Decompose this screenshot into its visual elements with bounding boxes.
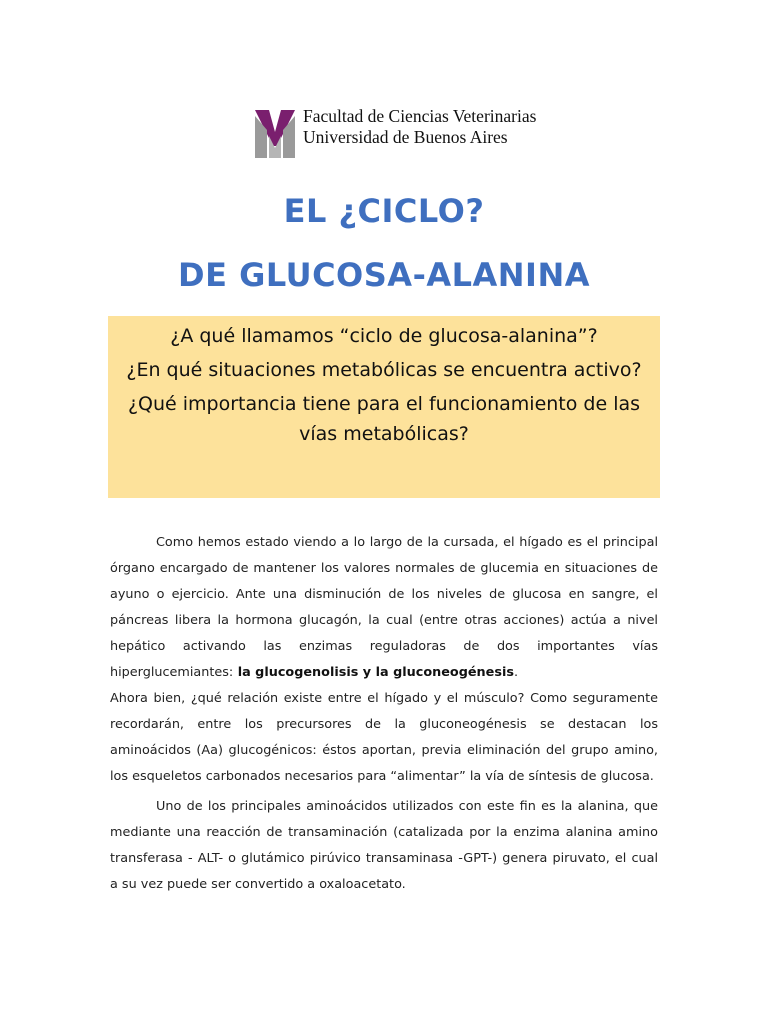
questions-box xyxy=(108,316,660,498)
faculty-logo xyxy=(255,106,295,158)
university-name: Universidad de Buenos Aires xyxy=(303,127,508,147)
document-body xyxy=(110,530,658,898)
paragraph-1 xyxy=(110,530,658,686)
title-line-1: EL ¿CICLO? xyxy=(283,192,485,230)
title-line-2: DE GLUCOSA-ALANINA xyxy=(178,256,590,294)
paragraph-2: Ahora bien, ¿qué relación existe entre el hígado y el músculo? Como seguramente recordarán, entre los precursores de la gluconeogénesis se destacan los aminoácidos (Aa) glucogénicos: éstos aportan, previa eliminación del grupo amino, los esqueletos carbonados necesarios para “alimentar” la vía de síntesis de glucosa. xyxy=(110,691,658,784)
paragraph-1-text: Como hemos estado viendo a lo largo de la cursada, el hígado es el principal órgano encargado de mantener los valores normales de glucemia en situaciones de ayuno o ejercicio. Ante una disminución de los niveles de glucosa en sangre, el páncreas libera la hormona glucagón, la cual (entre otras acciones) actúa a nivel hepático activando las enzimas reguladoras de dos importantes vías hiperglucemiantes: xyxy=(110,535,658,680)
question-2: ¿En qué situaciones metabólicas se encuentra activo? xyxy=(126,359,642,381)
faculty-name: Facultad de Ciencias Veterinarias xyxy=(303,106,537,126)
paragraph-1-bold: la glucogenolisis y la gluconeogénesis xyxy=(233,665,514,680)
question-1: ¿A qué llamamos “ciclo de glucosa-alanina”? xyxy=(170,325,598,347)
institution-header xyxy=(255,106,536,158)
question-3: ¿Qué importancia tiene para el funcionamiento de las vías metabólicas? xyxy=(127,393,641,445)
paragraph-3: Uno de los principales aminoácidos utilizados con este fin es la alanina, que mediante una reacción de transaminación (catalizada por la enzima alanina amino transferasa - ALT- o glutámico pirúvico transaminasa -GPT-) genera piruvato, el cual a su vez puede ser convertido a oxaloacetato. xyxy=(110,799,658,892)
institution-name xyxy=(303,106,536,148)
paragraph-1-end: . xyxy=(513,665,519,680)
